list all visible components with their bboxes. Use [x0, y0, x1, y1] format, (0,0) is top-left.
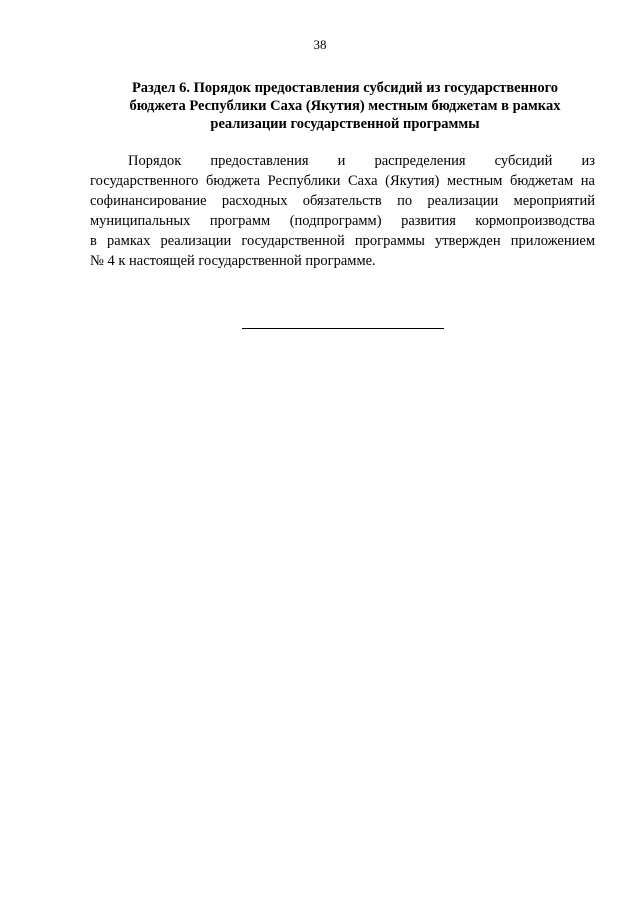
section-heading-line: реализации государственной программы	[210, 116, 480, 132]
paragraph-line: № 4 к настоящей государственной программе.	[90, 253, 376, 269]
paragraph-line: в рамках реализации государственной программы утвержден приложением	[90, 233, 595, 249]
section-heading	[95, 79, 595, 133]
section-heading-line: Раздел 6. Порядок предоставления субсидий из государственного	[131, 80, 559, 96]
paragraph-line: Порядок предоставления и распределения субсидий из	[128, 153, 595, 169]
section-body-paragraph	[90, 151, 595, 271]
page-number: 38	[313, 37, 327, 52]
paragraph-line: софинансирование расходных обязательств по реализации мероприятий	[90, 193, 595, 209]
section-heading-line: бюджета Республики Саха (Якутия) местным бюджетам в рамках	[129, 98, 561, 114]
paragraph-line: муниципальных программ (подпрограмм) развития кормопроизводства	[90, 213, 595, 229]
paragraph-line: государственного бюджета Республики Саха (Якутия) местным бюджетам на	[90, 173, 595, 189]
end-separator-line	[242, 328, 444, 329]
